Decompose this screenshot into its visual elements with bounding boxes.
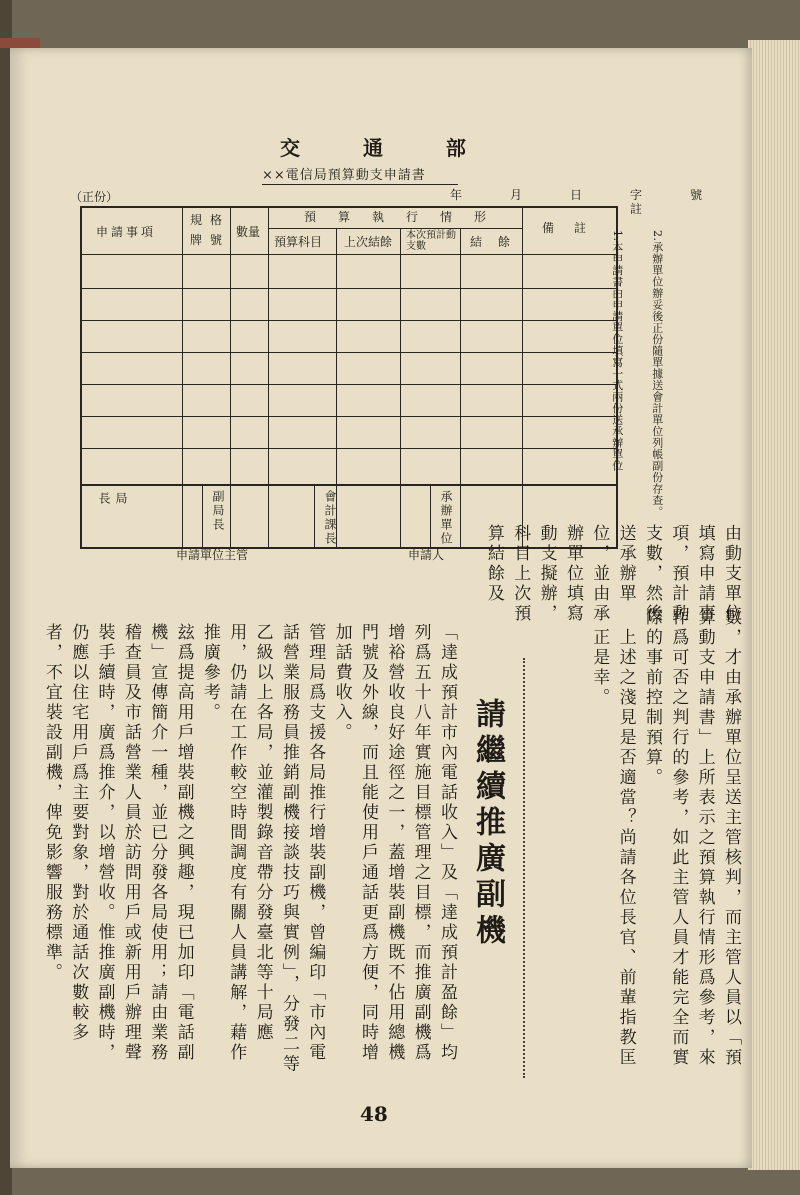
notes-label: 註 <box>630 202 643 216</box>
article-body <box>41 606 460 1076</box>
book-page <box>10 48 752 1168</box>
cover-edge <box>0 38 40 48</box>
date-month: 月 <box>510 188 525 202</box>
col-line <box>314 484 315 547</box>
row-line <box>82 254 616 255</box>
header-budget-account: 預算科目 <box>274 235 323 249</box>
row-line <box>82 484 616 486</box>
footer-applicant: 申請人 <box>408 548 445 562</box>
row-line <box>82 288 616 289</box>
sign-accounting: 會計課長 <box>323 490 337 546</box>
body-p2: 數，才由承辦單位呈送主管核判，而主管人員以「預算動支申請書」上所表示之預算執行情形爲參考，來作爲可否之判行的參考，如此主管人員才能完全而實際的事前控制預算。 <box>641 608 741 1068</box>
form-title: 交 通 部 <box>280 136 494 160</box>
sign-handling: 承辦單位 <box>439 490 453 546</box>
note-2: 2.承辦單位辦妥後正份隨單據送會計單位列帳副份存查。 <box>650 230 664 518</box>
date-char: 字 <box>630 188 645 202</box>
copy-label: （正份） <box>70 190 119 204</box>
row-line <box>82 384 616 385</box>
header-item: 申請事項 <box>96 225 157 239</box>
header-qty: 數量 <box>236 225 261 239</box>
form-date-line <box>450 186 704 203</box>
col-line <box>522 208 523 547</box>
header-model: 牌號 <box>190 233 231 247</box>
sign-deputy: 副局長 <box>211 490 225 532</box>
sign-chief: 局長 <box>97 492 128 528</box>
row-line <box>82 352 616 353</box>
page-number: 48 <box>360 1102 388 1126</box>
row-line <box>82 448 616 449</box>
article-p1: 「達成預計市內電話收入」及「達成預計盈餘」均列爲五十八年實施目標管理之目標，而推廣副機爲增裕營收良好途徑之一，蓋增裝副機既不佔用總機門號及外線，而且能使用戶通話更爲方便，同時增加話費收入。 <box>331 623 457 1063</box>
col-line <box>430 484 431 547</box>
section-separator <box>523 658 525 1078</box>
body-paragraph-2 <box>589 608 744 1078</box>
footer-unit-head: 申請單位主管 <box>176 548 249 562</box>
header-this-use: 本次預計動支數 <box>406 230 456 252</box>
col-line <box>460 228 461 547</box>
col-line <box>230 208 231 547</box>
article-p3: 玆爲提高用戶增裝副機之興趣，現已加印「電話副機」宣傳簡介一種，並已分發各局使用；請由業務稽查員及市話營業人員於訪問用戶或新用戶辦理聲裝手續時，廣爲推介，以增營收。惟推廣副機時，仍應以住宅用戶爲主要對象，對於通話次數較多者，不宜裝設副機，俾免影響服務標準。 <box>41 623 194 1063</box>
note-1: 1.本申請書由申請單位填寫一式兩份送承辦單位 <box>610 230 624 472</box>
header-balance: 結餘 <box>470 235 527 249</box>
header-last-balance: 上次結餘 <box>344 235 393 249</box>
row-line <box>82 416 616 417</box>
subtitle-underline <box>262 184 458 185</box>
header-spec: 規格 <box>190 213 231 227</box>
col-line <box>182 208 183 547</box>
date-day: 日 <box>570 188 585 202</box>
col-line <box>202 484 203 547</box>
form-subtitle: ××電信局預算動支申請書 <box>262 168 426 183</box>
date-year: 年 <box>450 188 465 202</box>
header-budget-status: 預算執行情形 <box>304 210 509 224</box>
page-stack-edge <box>748 40 800 1170</box>
article-title: 請繼續推廣副機 <box>470 698 505 950</box>
article-p2: 管理局爲支援各局推行增裝副機，曾編印「市內電話營業服務員推銷副機接談技巧與實例」，分發二等乙級以上各局，並灌製錄音帶分發臺北等十局應用，仍請在工作較空時間調度有關人員講解，藉作推廣參考。 <box>199 623 326 1075</box>
budget-form-table <box>80 206 618 549</box>
body-p3: 上述之淺見是否適當？尚請各位長官、前輩指教匡正是幸。 <box>589 628 636 1069</box>
header-remark: 備註 <box>542 221 607 235</box>
col-line <box>268 208 269 547</box>
col-line <box>400 228 401 547</box>
col-line <box>268 208 269 209</box>
date-number: 號 <box>690 188 705 202</box>
row-line <box>268 228 522 229</box>
row-line <box>82 320 616 321</box>
body-paragraph-1: 由動支單位填寫申請事項，預計動支數，然後送承辦單位，並由承辦單位填寫動支擬辦，科目上次預算結餘及 <box>483 524 741 624</box>
